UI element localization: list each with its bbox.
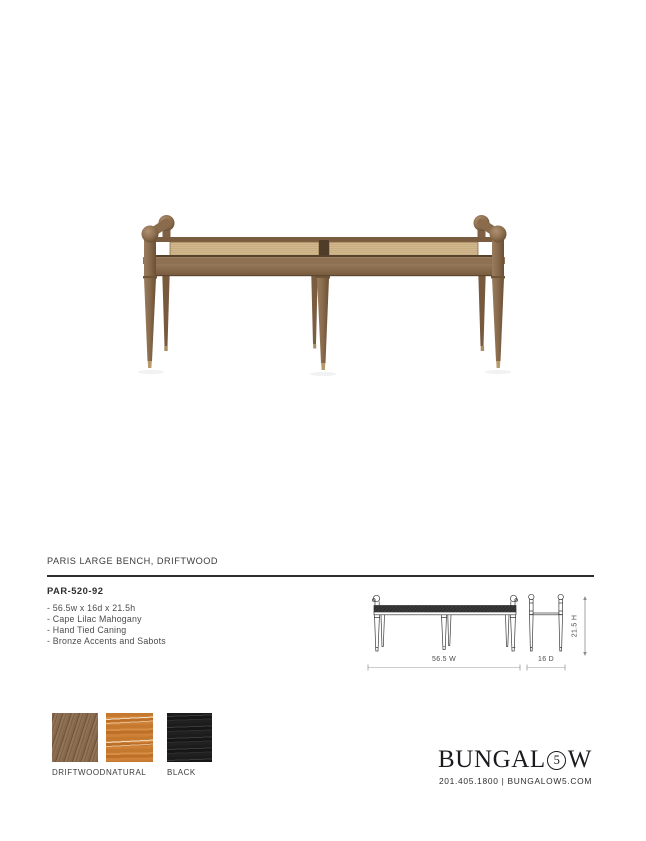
brand-contact: 201.405.1800 | BUNGALOW5.COM <box>438 776 592 786</box>
brand-logo-five-icon <box>547 751 566 770</box>
width-dimension-label: 56.5 W <box>432 656 456 663</box>
product-title: PARIS LARGE BENCH, DRIFTWOOD <box>47 556 219 566</box>
product-photo <box>133 198 515 383</box>
swatch-driftwood <box>52 713 98 762</box>
swatch-label-driftwood: DRIFTWOOD <box>52 768 106 777</box>
product-sku: PAR-520-92 <box>47 585 104 596</box>
depth-dimension-label: 16 D <box>538 656 554 663</box>
dimension-drawing-art <box>363 590 598 675</box>
brand-block <box>438 747 592 786</box>
spec-item-caning: - Hand Tied Caning <box>47 624 127 635</box>
brand-logo <box>438 747 592 773</box>
brand-logo-prefix: BUNGAL <box>438 746 546 773</box>
brand-logo-suffix: W <box>567 746 592 773</box>
swatch-label-black: BLACK <box>167 768 196 777</box>
spec-item-dimensions: - 56.5w x 16d x 21.5h <box>47 603 136 613</box>
spec-item-material: - Cape Lilac Mahogany <box>47 613 142 624</box>
swatch-black <box>167 713 212 762</box>
divider-rule <box>47 575 594 577</box>
swatch-natural <box>106 713 153 762</box>
height-dimension-label: 21.5 H <box>571 614 579 638</box>
dimension-drawing <box>363 590 598 675</box>
swatch-label-natural: NATURAL <box>106 768 147 777</box>
spec-list <box>47 603 166 647</box>
brand-five-digit: 5 <box>553 753 560 767</box>
spec-item-accents: - Bronze Accents and Sabots <box>47 635 166 646</box>
